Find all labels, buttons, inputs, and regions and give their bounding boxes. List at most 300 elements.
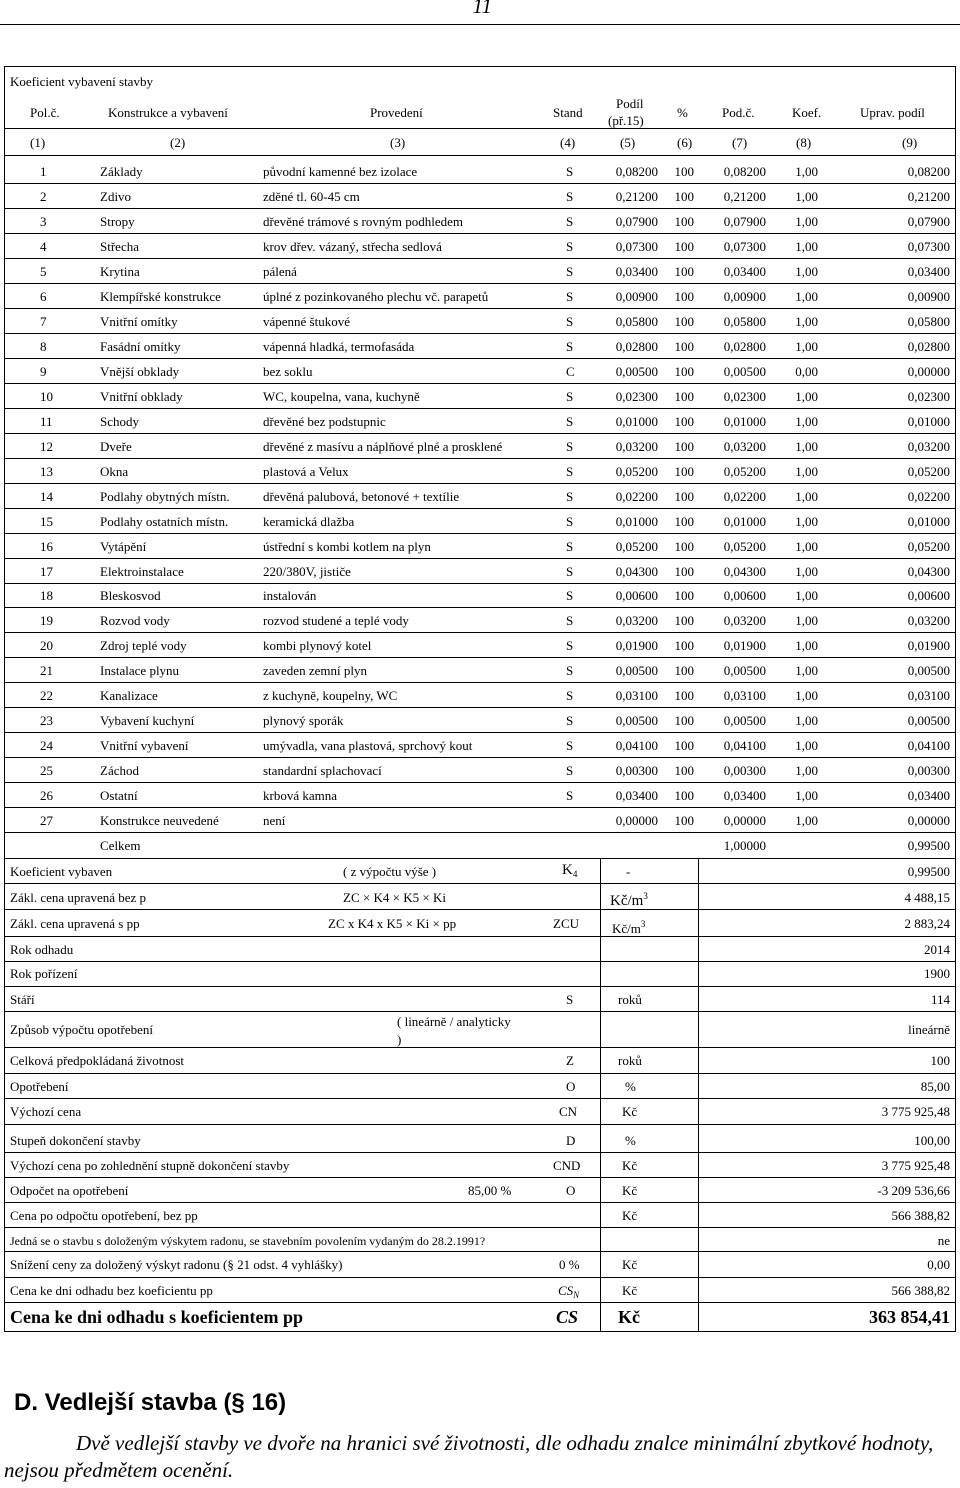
stupen-label: Stupeň dokončení stavby — [10, 1133, 141, 1148]
radon-value: 0,00 — [927, 1257, 950, 1272]
row-koef: 1,00 — [795, 314, 818, 329]
row-koef: 0,00 — [795, 364, 818, 379]
row-koef: 1,00 — [795, 813, 818, 828]
row-uprav: 0,05200 — [907, 539, 950, 554]
row-uprav: 0,05200 — [907, 464, 950, 479]
row-podil: 0,21200 — [615, 189, 658, 204]
row-pct: 100 — [674, 613, 694, 628]
header-uprav: Uprav. podíl — [860, 105, 925, 120]
row-provedeni: kombi plynový kotel — [263, 638, 372, 653]
row-provedeni: pálená — [263, 264, 297, 279]
row-podc: 0,05200 — [723, 464, 766, 479]
opotrebeni-label: Opotřebení — [10, 1079, 69, 1094]
row-provedeni: krov dřev. vázaný, střecha sedlová — [263, 239, 442, 254]
celkem-pod: 1,00000 — [723, 838, 766, 853]
section-heading: D. Vedlejší stavba (§ 16) — [14, 1389, 287, 1416]
s-koef-value: 363 854,41 — [869, 1307, 950, 1327]
row-pct: 100 — [674, 464, 694, 479]
row-provedeni: dřevěné trámové s rovným podhledem — [263, 214, 463, 229]
row-podil: 0,05800 — [615, 314, 658, 329]
row-podil: 0,04300 — [615, 564, 658, 579]
row-stand: S — [566, 489, 574, 504]
row-konstrukce: Bleskosvod — [100, 588, 161, 603]
row-provedeni: 220/380V, jističe — [263, 564, 351, 579]
stupen-value: 100,00 — [914, 1133, 950, 1148]
row-podil: 0,03400 — [615, 264, 658, 279]
zakl-p-value: 4 488,15 — [904, 890, 950, 905]
stari-unit: roků — [618, 992, 642, 1007]
row-provedeni: WC, koupelna, vana, kuchyně — [263, 389, 420, 404]
header-rule — [0, 24, 960, 25]
po-odpoctu-label: Cena po odpočtu opotřebení, bez pp — [10, 1208, 198, 1223]
header-podil: Podíl — [616, 96, 644, 111]
row-pct: 100 — [674, 364, 694, 379]
row-uprav: 0,01900 — [907, 638, 950, 653]
row-uprav: 0,02800 — [907, 339, 950, 354]
row-podil: 0,07900 — [615, 214, 658, 229]
row-konstrukce: Střecha — [100, 239, 139, 254]
section-paragraph: Dvě vedlejší stavby ve dvoře na hranici své životnosti, dle odhadu znalce minimální zbytkové hodnoty, nejsou předmětem ocenění. — [4, 1431, 934, 1482]
row-podil: 0,02200 — [615, 489, 658, 504]
row-number: 7 — [40, 314, 47, 329]
row-podil: 0,03100 — [615, 688, 658, 703]
row-konstrukce: Instalace plynu — [100, 663, 180, 678]
row-rule — [4, 807, 956, 808]
row-rule — [4, 208, 956, 209]
row-number: 3 — [40, 214, 47, 229]
row-konstrukce: Základy — [100, 164, 143, 179]
row-uprav: 0,04300 — [907, 564, 950, 579]
kv-value: 0,99500 — [907, 864, 950, 879]
row-podil: 0,02300 — [615, 389, 658, 404]
opotrebeni-unit: % — [625, 1079, 636, 1094]
row-uprav: 0,03100 — [907, 688, 950, 703]
row-konstrukce: Okna — [100, 464, 129, 479]
row-uprav: 0,01000 — [907, 514, 950, 529]
row-podil: 0,00500 — [615, 364, 658, 379]
row-koef: 1,00 — [795, 489, 818, 504]
row-uprav: 0,02200 — [907, 489, 950, 504]
kv-unit: - — [626, 864, 631, 879]
row-podc: 0,07300 — [723, 239, 766, 254]
column-number: (9) — [902, 135, 918, 150]
row-koef: 1,00 — [795, 588, 818, 603]
row-rule — [4, 408, 956, 409]
stari-label: Stáří — [10, 992, 35, 1007]
row-koef: 1,00 — [795, 189, 818, 204]
row-konstrukce: Dveře — [100, 439, 132, 454]
zakl-p-label: Zákl. cena upravená bez p — [10, 890, 147, 905]
row-uprav: 0,04100 — [907, 738, 950, 753]
rule — [4, 1124, 956, 1125]
row-number: 12 — [40, 439, 53, 454]
celkem-label: Celkem — [100, 838, 141, 853]
row-konstrukce: Zdivo — [100, 189, 132, 204]
rok-porizeni-value: 1900 — [924, 966, 950, 981]
row-konstrukce: Konstrukce neuvedené — [100, 813, 219, 828]
row-konstrukce: Vnější obklady — [100, 364, 180, 379]
row-podc: 0,01000 — [723, 514, 766, 529]
row-rule — [4, 233, 956, 234]
column-number: (3) — [390, 135, 406, 150]
row-podc: 0,02800 — [723, 339, 766, 354]
row-stand: S — [566, 738, 574, 753]
row-stand: S — [566, 339, 574, 354]
row-konstrukce: Záchod — [100, 763, 139, 778]
row-podc: 0,03200 — [723, 613, 766, 628]
row-konstrukce: Elektroinstalace — [100, 564, 184, 579]
row-pct: 100 — [674, 389, 694, 404]
row-number: 21 — [40, 663, 53, 678]
row-number: 22 — [40, 688, 53, 703]
row-stand: S — [566, 539, 574, 554]
row-number: 26 — [40, 788, 53, 803]
row-podc: 0,00300 — [723, 763, 766, 778]
rule — [4, 1011, 956, 1012]
vychozi-d-unit: Kč — [622, 1158, 638, 1173]
stari-value: 114 — [930, 992, 950, 1007]
row-number: 19 — [40, 613, 53, 628]
row-konstrukce: Vnitřní obklady — [100, 389, 183, 404]
row-konstrukce: Kanalizace — [100, 688, 158, 703]
zakl-pp-label: Zákl. cena upravená s pp — [10, 916, 140, 931]
row-provedeni: vápenná hladká, termofasáda — [263, 339, 415, 354]
row-stand: S — [566, 414, 574, 429]
row-pct: 100 — [674, 264, 694, 279]
rule — [4, 1277, 956, 1278]
row-number: 24 — [40, 738, 53, 753]
zakl-pp-value: 2 883,24 — [904, 916, 950, 931]
s-koef-symbol: CS — [556, 1307, 579, 1327]
row-podc: 0,00600 — [723, 588, 766, 603]
row-podc: 0,03200 — [723, 439, 766, 454]
rok-porizeni-label: Rok pořízení — [10, 966, 78, 981]
row-pct: 100 — [674, 588, 694, 603]
vychozi-label: Výchozí cena — [10, 1104, 82, 1119]
page-number: 11 — [472, 0, 492, 18]
row-provedeni: bez soklu — [263, 364, 313, 379]
header-poc: Pol.č. — [30, 105, 60, 120]
row-podc: 0,04100 — [723, 738, 766, 753]
row-provedeni: zděné tl. 60-45 cm — [263, 189, 360, 204]
row-konstrukce: Krytina — [100, 264, 140, 279]
po-odpoctu-unit: Kč — [622, 1208, 638, 1223]
row-rule — [4, 283, 956, 284]
row-stand: S — [566, 389, 574, 404]
row-provedeni: vápenné štukové — [263, 314, 351, 329]
row-podc: 0,01000 — [723, 414, 766, 429]
summary-divider-1 — [600, 858, 601, 1332]
vychozi-symbol: CN — [559, 1104, 578, 1119]
row-provedeni: dřevěná palubová, betonové + textílie — [263, 489, 460, 504]
row-konstrukce: Vytápění — [100, 539, 147, 554]
row-pct: 100 — [674, 713, 694, 728]
row-uprav: 0,00500 — [907, 713, 950, 728]
row-rule — [4, 308, 956, 309]
row-provedeni: z kuchyně, koupelny, WC — [263, 688, 398, 703]
row-podil: 0,03200 — [615, 613, 658, 628]
row-podc: 0,05200 — [723, 539, 766, 554]
row-provedeni: keramická dlažba — [263, 514, 355, 529]
row-koef: 1,00 — [795, 439, 818, 454]
row-stand: S — [566, 713, 574, 728]
row-stand: S — [566, 688, 574, 703]
rok-odhadu-label: Rok odhadu — [10, 942, 74, 957]
row-koef: 1,00 — [795, 713, 818, 728]
row-pct: 100 — [674, 214, 694, 229]
row-provedeni: dřevěné z masívu a náplňové plné a prosklené — [263, 439, 503, 454]
column-number: (7) — [732, 135, 748, 150]
rule — [4, 1202, 956, 1203]
row-podil: 0,01000 — [615, 414, 658, 429]
colnum-rule — [4, 155, 956, 156]
row-podc: 0,03400 — [723, 788, 766, 803]
row-podil: 0,04100 — [615, 738, 658, 753]
po-odpoctu-value: 566 388,82 — [891, 1208, 950, 1223]
row-rule — [4, 583, 956, 584]
row-stand: S — [566, 439, 574, 454]
row-podil: 0,02800 — [615, 339, 658, 354]
vychozi-unit: Kč — [622, 1104, 638, 1119]
row-podc: 0,03100 — [723, 688, 766, 703]
row-podil: 0,07300 — [615, 239, 658, 254]
row-koef: 1,00 — [795, 339, 818, 354]
stupen-symbol: D — [566, 1133, 576, 1148]
row-stand: S — [566, 663, 574, 678]
radon-label: Snížení ceny za doložený výskyt radonu (§ 21 odst. 4 vyhlášky) — [10, 1257, 343, 1272]
row-number: 11 — [40, 414, 53, 429]
zakl-p-formula: ZC × K4 × K5 × Ki — [343, 890, 446, 905]
row-koef: 1,00 — [795, 289, 818, 304]
row-konstrukce: Vnitřní vybavení — [100, 738, 189, 753]
row-podil: 0,00600 — [615, 588, 658, 603]
row-stand: S — [566, 613, 574, 628]
zakl-pp-symbol: ZCU — [553, 916, 579, 931]
row-konstrukce: Stropy — [100, 214, 135, 229]
row-rule — [4, 358, 956, 359]
bez-koef-value: 566 388,82 — [891, 1283, 950, 1298]
zivotnost-symbol: Z — [566, 1053, 574, 1068]
row-provedeni: původní kamenné bez izolace — [263, 164, 418, 179]
bez-koef-label: Cena ke dni odhadu bez koeficientu pp — [10, 1283, 213, 1298]
vychozi-d-value: 3 775 925,48 — [881, 1158, 950, 1173]
rule — [4, 1098, 956, 1099]
row-rule — [4, 682, 956, 683]
column-number: (6) — [677, 135, 693, 150]
row-rule — [4, 757, 956, 758]
odpocet-symbol: O — [566, 1183, 576, 1198]
row-number: 18 — [40, 588, 53, 603]
row-koef: 1,00 — [795, 688, 818, 703]
row-provedeni: rozvod studené a teplé vody — [263, 613, 409, 628]
radon-question-value: ne — [937, 1233, 950, 1248]
rule — [4, 1073, 956, 1074]
row-pct: 100 — [674, 813, 694, 828]
rule — [4, 883, 956, 884]
row-pct: 100 — [674, 189, 694, 204]
row-podil: 0,00500 — [615, 663, 658, 678]
row-number: 13 — [40, 464, 53, 479]
row-podc: 0,08200 — [723, 164, 766, 179]
row-pct: 100 — [674, 738, 694, 753]
row-konstrukce: Podlahy obytných místn. — [100, 489, 230, 504]
header-konstrukce: Konstrukce a vybavení — [108, 105, 228, 120]
row-provedeni: plastová a Velux — [263, 464, 349, 479]
row-uprav: 0,05800 — [907, 314, 950, 329]
row-stand: S — [566, 588, 574, 603]
bez-koef-symbol: $CS_N$ — [558, 1283, 580, 1300]
row-konstrukce: Vybavení kuchyní — [100, 713, 195, 728]
row-koef: 1,00 — [795, 464, 818, 479]
radon-question: Jedná se o stavbu s doloženým výskytem radonu, se stavebním povolením vydaným do 28.2.1991? — [10, 1234, 486, 1248]
row-podc: 0,03400 — [723, 264, 766, 279]
zpusob-note: ( lineárně / analyticky — [397, 1014, 511, 1029]
bez-koef-unit: Kč — [622, 1283, 638, 1298]
row-rule — [4, 258, 956, 259]
row-rule — [4, 558, 956, 559]
column-number: (2) — [170, 135, 186, 150]
row-rule — [4, 832, 956, 833]
row-podc: 0,04300 — [723, 564, 766, 579]
row-koef: 1,00 — [795, 539, 818, 554]
row-stand: S — [566, 214, 574, 229]
header-provedeni: Provedení — [370, 105, 423, 120]
row-podc: 0,05800 — [723, 314, 766, 329]
row-uprav: 0,07900 — [907, 214, 950, 229]
rule — [4, 1152, 956, 1153]
rule — [4, 1302, 956, 1303]
rule — [4, 986, 956, 987]
row-provedeni: umývadla, vana plastová, sprchový kout — [263, 738, 473, 753]
row-pct: 100 — [674, 788, 694, 803]
rule — [4, 961, 956, 962]
row-provedeni: standardní splachovací — [263, 763, 382, 778]
row-number: 5 — [40, 264, 47, 279]
row-number: 14 — [40, 489, 53, 504]
row-koef: 1,00 — [795, 164, 818, 179]
opotrebeni-symbol: O — [566, 1079, 576, 1094]
odpocet-value: -3 209 536,66 — [877, 1183, 950, 1198]
column-number: (5) — [620, 135, 636, 150]
row-uprav: 0,21200 — [907, 189, 950, 204]
row-pct: 100 — [674, 564, 694, 579]
row-koef: 1,00 — [795, 663, 818, 678]
stupen-unit: % — [625, 1133, 636, 1148]
row-rule — [4, 707, 956, 708]
row-pct: 100 — [674, 289, 694, 304]
row-podil: 0,01900 — [615, 638, 658, 653]
header-stand: Stand — [553, 105, 583, 120]
zivotnost-unit: roků — [618, 1053, 642, 1068]
row-uprav: 0,03200 — [907, 613, 950, 628]
row-rule — [4, 782, 956, 783]
row-pct: 100 — [674, 439, 694, 454]
zakl-p-unit: $Kč/m^3$ — [610, 891, 648, 909]
row-number: 4 — [40, 239, 47, 254]
row-number: 20 — [40, 638, 53, 653]
row-stand: S — [566, 763, 574, 778]
row-stand: S — [566, 289, 574, 304]
row-podc: 0,01900 — [723, 638, 766, 653]
row-podc: 0,07900 — [723, 214, 766, 229]
row-koef: 1,00 — [795, 214, 818, 229]
row-provedeni: zaveden zemní plyn — [263, 663, 367, 678]
opotrebeni-value: 85,00 — [920, 1079, 950, 1094]
zakl-pp-unit: $Kč/m^3$ — [612, 919, 646, 936]
row-podil: 0,00000 — [615, 813, 658, 828]
row-konstrukce: Fasádní omítky — [100, 339, 181, 354]
row-koef: 1,00 — [795, 738, 818, 753]
row-uprav: 0,03400 — [907, 264, 950, 279]
row-uprav: 0,02300 — [907, 389, 950, 404]
row-pct: 100 — [674, 414, 694, 429]
row-provedeni: není — [263, 813, 286, 828]
row-rule — [4, 433, 956, 434]
zivotnost-value: 100 — [930, 1053, 950, 1068]
row-stand: S — [566, 189, 574, 204]
row-rule — [4, 183, 956, 184]
row-stand: S — [566, 514, 574, 529]
vychozi-d-label: Výchozí cena po zohlednění stupně dokončení stavby — [10, 1158, 290, 1173]
row-podc: 0,02300 — [723, 389, 766, 404]
row-konstrukce: Rozvod vody — [100, 613, 170, 628]
row-rule — [4, 508, 956, 509]
row-provedeni: instalován — [263, 588, 317, 603]
row-koef: 1,00 — [795, 239, 818, 254]
row-pct: 100 — [674, 638, 694, 653]
row-uprav: 0,00500 — [907, 663, 950, 678]
zpusob-note-close: ) — [397, 1032, 402, 1047]
row-uprav: 0,01000 — [907, 414, 950, 429]
row-konstrukce: Zdroj teplé vody — [100, 638, 187, 653]
row-stand: S — [566, 638, 574, 653]
row-koef: 1,00 — [795, 788, 818, 803]
row-koef: 1,00 — [795, 414, 818, 429]
row-number: 15 — [40, 514, 53, 529]
zakl-pp-formula: ZC x K4 x K5 × Ki × pp — [328, 916, 457, 931]
rule — [4, 1047, 956, 1048]
row-provedeni: dřevěné bez podstupnic — [263, 414, 386, 429]
row-provedeni: plynový sporák — [263, 713, 344, 728]
summary-divider-2 — [698, 858, 699, 1332]
row-podil: 0,05200 — [615, 464, 658, 479]
row-uprav: 0,03200 — [907, 439, 950, 454]
row-koef: 1,00 — [795, 264, 818, 279]
row-koef: 1,00 — [795, 564, 818, 579]
row-pct: 100 — [674, 489, 694, 504]
row-rule — [4, 458, 956, 459]
row-uprav: 0,00000 — [907, 364, 950, 379]
s-koef-unit: Kč — [618, 1307, 640, 1327]
kv-note: ( z výpočtu výše ) — [343, 864, 437, 879]
zpusob-label: Způsob výpočtu opotřebení — [10, 1022, 153, 1037]
row-provedeni: ústřední s kombi kotlem na plyn — [263, 539, 431, 554]
row-pct: 100 — [674, 239, 694, 254]
row-number: 2 — [40, 189, 47, 204]
row-stand: S — [566, 264, 574, 279]
row-podil: 0,03400 — [615, 788, 658, 803]
row-uprav: 0,00900 — [907, 289, 950, 304]
row-rule — [4, 732, 956, 733]
row-konstrukce: Schody — [100, 414, 139, 429]
row-konstrukce: Vnitřní omítky — [100, 314, 178, 329]
row-rule — [4, 632, 956, 633]
row-uprav: 0,08200 — [907, 164, 950, 179]
rule — [4, 936, 956, 937]
row-provedeni: krbová kamna — [263, 788, 338, 803]
row-koef: 1,00 — [795, 763, 818, 778]
row-pct: 100 — [674, 314, 694, 329]
